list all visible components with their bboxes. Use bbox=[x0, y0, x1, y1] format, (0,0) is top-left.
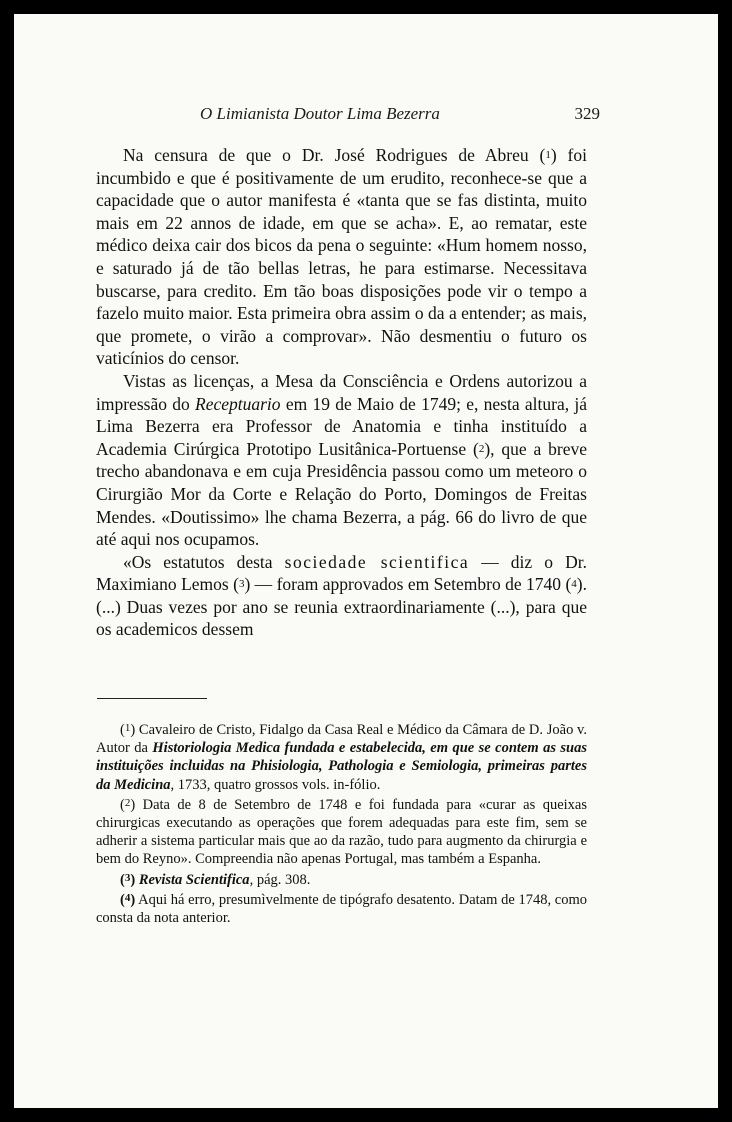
page-number: 329 bbox=[574, 104, 600, 123]
footnote-1: ($^1$) Cavaleiro de Cristo, Fidalgo da Casa Real e Médico da Câmara de D. João v. Autor da Historiologia Medica fundada e estabelecida, em que se contem as suas instituições incluidas na Phisiologia, Pathologia e Semiologia, primeiras partes da Medicina, 1733, quatro grossos vols. in-fólio. bbox=[96, 722, 587, 793]
footnote-3: ($^3$) Revista Scientifica, pág. 308. bbox=[120, 871, 311, 888]
footnote-mark: 4 bbox=[124, 891, 131, 904]
footnote-mark: 1 bbox=[124, 722, 131, 734]
footnote-4: ($^4$) Aqui há erro, presumìvelmente de tipógrafo desatento. Datam de 1748, como consta da nota anterior. bbox=[96, 891, 588, 927]
paragraph-licencas: Vistas as licenças, a Mesa da Consciência e Ordens autorizou a impressão do Receptuario em 19 de Maio de 1749; e, nesta altura, já Lima Bezerra era Professor de Anatomia e tinha instituído a Academia Cirúrgica Prototipo Lusitânica-Portuense (2), que a breve trecho abandonava e em cuja Presidência passou como um meteoro o Cirurgião Mor da Corte e Relação do Porto, Domingos de Freitas Mendes. «Doutissimo» lhe chama Bezerra, a pág. 66 do livro de que até aqui nos ocupamos. bbox=[96, 370, 587, 550]
footnotes bbox=[96, 719, 587, 927]
footnote-mark: 2 bbox=[124, 796, 131, 809]
footnote-ref-3[interactable]: 3 bbox=[238, 578, 245, 591]
footnote-book-title: Historiologia Medica fundada e estabelecida, em que se contem as suas instituições incluidas na Phisiologia, Pathologia e Semiologia, primeiras partes da Medicina bbox=[96, 740, 587, 793]
book-page bbox=[14, 14, 718, 1108]
footnote-ref-2[interactable]: 2 bbox=[478, 442, 485, 455]
running-header bbox=[200, 104, 600, 128]
book-title-receptuario: Receptuario bbox=[195, 393, 281, 414]
running-title: O Limianista Doutor Lima Bezerra bbox=[200, 104, 440, 123]
spaced-phrase: sociedade scientifica bbox=[284, 551, 470, 572]
footnote-divider bbox=[97, 698, 207, 699]
footnote-mark: 3 bbox=[124, 871, 131, 884]
footnote-journal-title: Revista Scientifica bbox=[138, 871, 250, 888]
footnote-ref-4[interactable]: 4 bbox=[571, 578, 577, 591]
paragraph-censura: Na censura de que o Dr. José Rodrigues de Abreu (1) foi incumbido e que é positivamente de um erudito, reconhece-se que a capacidade que o autor manifesta é «tanta que se fas distinta, muito mais em 22 annos de idade, em que se acha». E, ao rematar, este médico deixa cair dos bicos da pena o seguinte: «Hum homem nosso, e saturado já de tão bellas letras, he para estimarse. Necessitava buscarse, para credito. Em tão boas disposições pode vir o tempo a fazelo muito maior. Esta primeira obra assim o da a entender; as mais, que promete, o virão a comprovar». Não desmentiu o futuro os vaticínios do censor. bbox=[96, 145, 587, 369]
footnote-2: ($^2$) Data de 8 de Setembro de 1748 e foi fundada para «curar as queixas chirurgicas executando as operações que forem adequadas para este fim, sem se adherir a sistema particular mais que ao da razão, tudo para augmento da chirurgia e bem do Reyno». Compreendia não apenas Portugal, mas também a Espanha. bbox=[96, 796, 587, 868]
main-text bbox=[96, 144, 587, 641]
footnote-ref-1[interactable]: 1 bbox=[545, 149, 551, 161]
paragraph-estatutos: «Os estatutos desta sociedade scientifica — diz o Dr. Maximiano Lemos (3) — foram approvados em Setembro de 1740 (4). (...) Duas vezes por ano se reunia extraordinariamente (...), para que os academicos dessem bbox=[96, 551, 587, 640]
